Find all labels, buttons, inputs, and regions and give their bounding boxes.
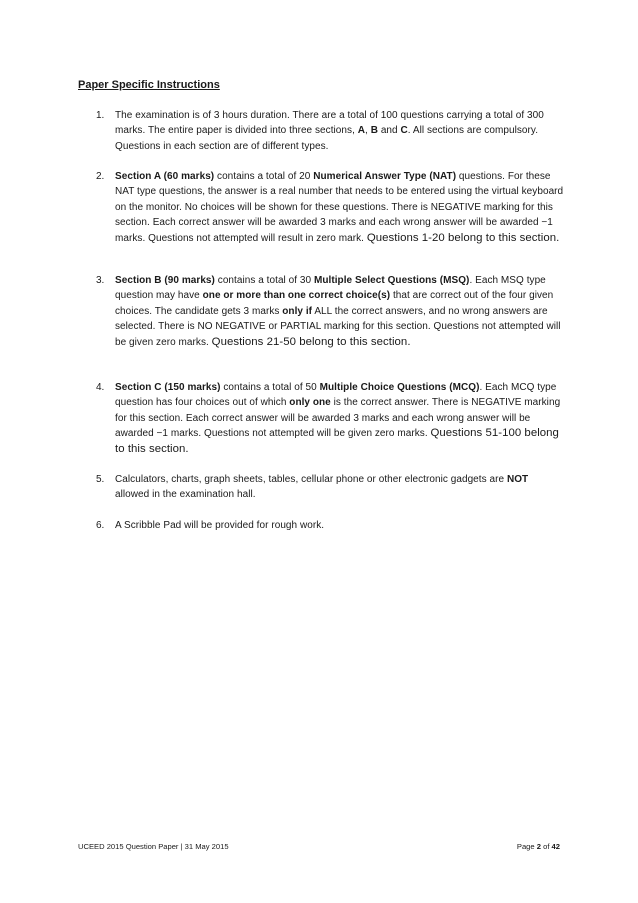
text-run: The examination is of 3 hours duration. There are a total of 100 questions carrying a total of 300 marks. The entire paper is divided into three sections, — [115, 110, 544, 137]
bold-text: one or more than one correct choice(s) — [202, 290, 391, 302]
instruction-item — [78, 273, 568, 350]
text-run: and — [377, 125, 401, 137]
text-run: . Each MSQ type question may have — [115, 275, 546, 302]
item-number: 5. — [96, 474, 105, 485]
section-range-text: Questions 51-100 belong to this section. — [115, 427, 559, 455]
text-run: ALL the correct answers, and no wrong answers are selected. There is NO NEGATIVE or PARTIAL marking for this section. Questions not attempted will be given zero marks. — [115, 305, 561, 348]
bold-text: only if — [282, 305, 313, 317]
section-range-text: Questions 1-20 belong to this section. — [366, 231, 560, 244]
text-run: that are correct out of the four given choices. The candidate gets 3 marks — [115, 290, 554, 317]
text-run: A Scribble Pad will be provided for rough work. — [115, 520, 325, 531]
text-run: . All sections are compulsory. Questions in each section are of different types. — [115, 125, 539, 152]
text-run: allowed in the examination hall. — [115, 489, 256, 501]
text-run: , — [365, 125, 371, 137]
instruction-item — [78, 169, 568, 246]
page-total: 42 — [551, 842, 560, 851]
text-run: Calculators, charts, graph sheets, tables, cellular phone or other electronic gadgets are — [115, 474, 507, 485]
item-text — [115, 108, 565, 154]
text-run: contains a total of 50 — [220, 382, 320, 393]
bold-text: Multiple Choice Questions (MCQ) — [319, 382, 480, 393]
bold-text: A — [357, 125, 366, 137]
instruction-item — [78, 518, 568, 533]
text-run: contains a total of 30 — [214, 275, 314, 286]
instruction-item — [78, 472, 568, 503]
text-run: questions. For these NAT type questions, the answer is a real number that needs to be entered using the virtual keyboard on the monitor. No choices will be shown for these questions. There is NEGATIVE marking for this section. Each correct answer will be awarded 3 marks and each wrong answer will be awarded −1 marks. Questions not attempted will result in zero mark. — [115, 171, 564, 244]
item-text — [115, 273, 565, 350]
text-run: is the correct answer. There is NEGATIVE marking for this section. Each correct answer will be awarded 3 marks and each wrong answer will be awarded −1 marks. Questions not attempted will be given zero marks. — [115, 397, 561, 440]
bold-text: Section A (60 marks) — [115, 171, 215, 182]
bold-text: B — [370, 125, 378, 137]
item-text — [115, 380, 565, 457]
item-number: 3. — [96, 275, 105, 286]
bold-text: NOT — [506, 474, 529, 485]
bold-text: Section C (150 marks) — [115, 382, 221, 393]
item-text — [115, 518, 565, 533]
page-current: 2 — [536, 842, 541, 851]
page-separator: of — [540, 842, 552, 851]
page-number — [517, 842, 560, 851]
item-text — [115, 169, 565, 246]
section-range-text: Questions 21-50 belong to this section. — [211, 335, 411, 348]
section-heading: Paper Specific Instructions — [78, 79, 220, 91]
footer-title: UCEED 2015 Question Paper | 31 May 2015 — [78, 842, 229, 851]
item-number: 1. — [96, 110, 105, 121]
bold-text: Section B (90 marks) — [115, 275, 215, 286]
page-label: Page — [516, 842, 537, 851]
instruction-item — [78, 380, 568, 457]
item-text — [115, 472, 565, 503]
bold-text: C — [400, 125, 408, 137]
instruction-item — [78, 108, 568, 154]
bold-text: Multiple Select Questions (MSQ) — [313, 275, 470, 286]
item-number: 6. — [96, 520, 105, 531]
text-run: contains a total of 20 — [214, 171, 314, 182]
item-number: 4. — [96, 382, 105, 393]
bold-text: Numerical Answer Type (NAT) — [313, 171, 457, 182]
text-run: . Each MCQ type question has four choices out of which — [115, 382, 557, 409]
item-number: 2. — [96, 171, 105, 182]
bold-text: only one — [289, 397, 331, 409]
